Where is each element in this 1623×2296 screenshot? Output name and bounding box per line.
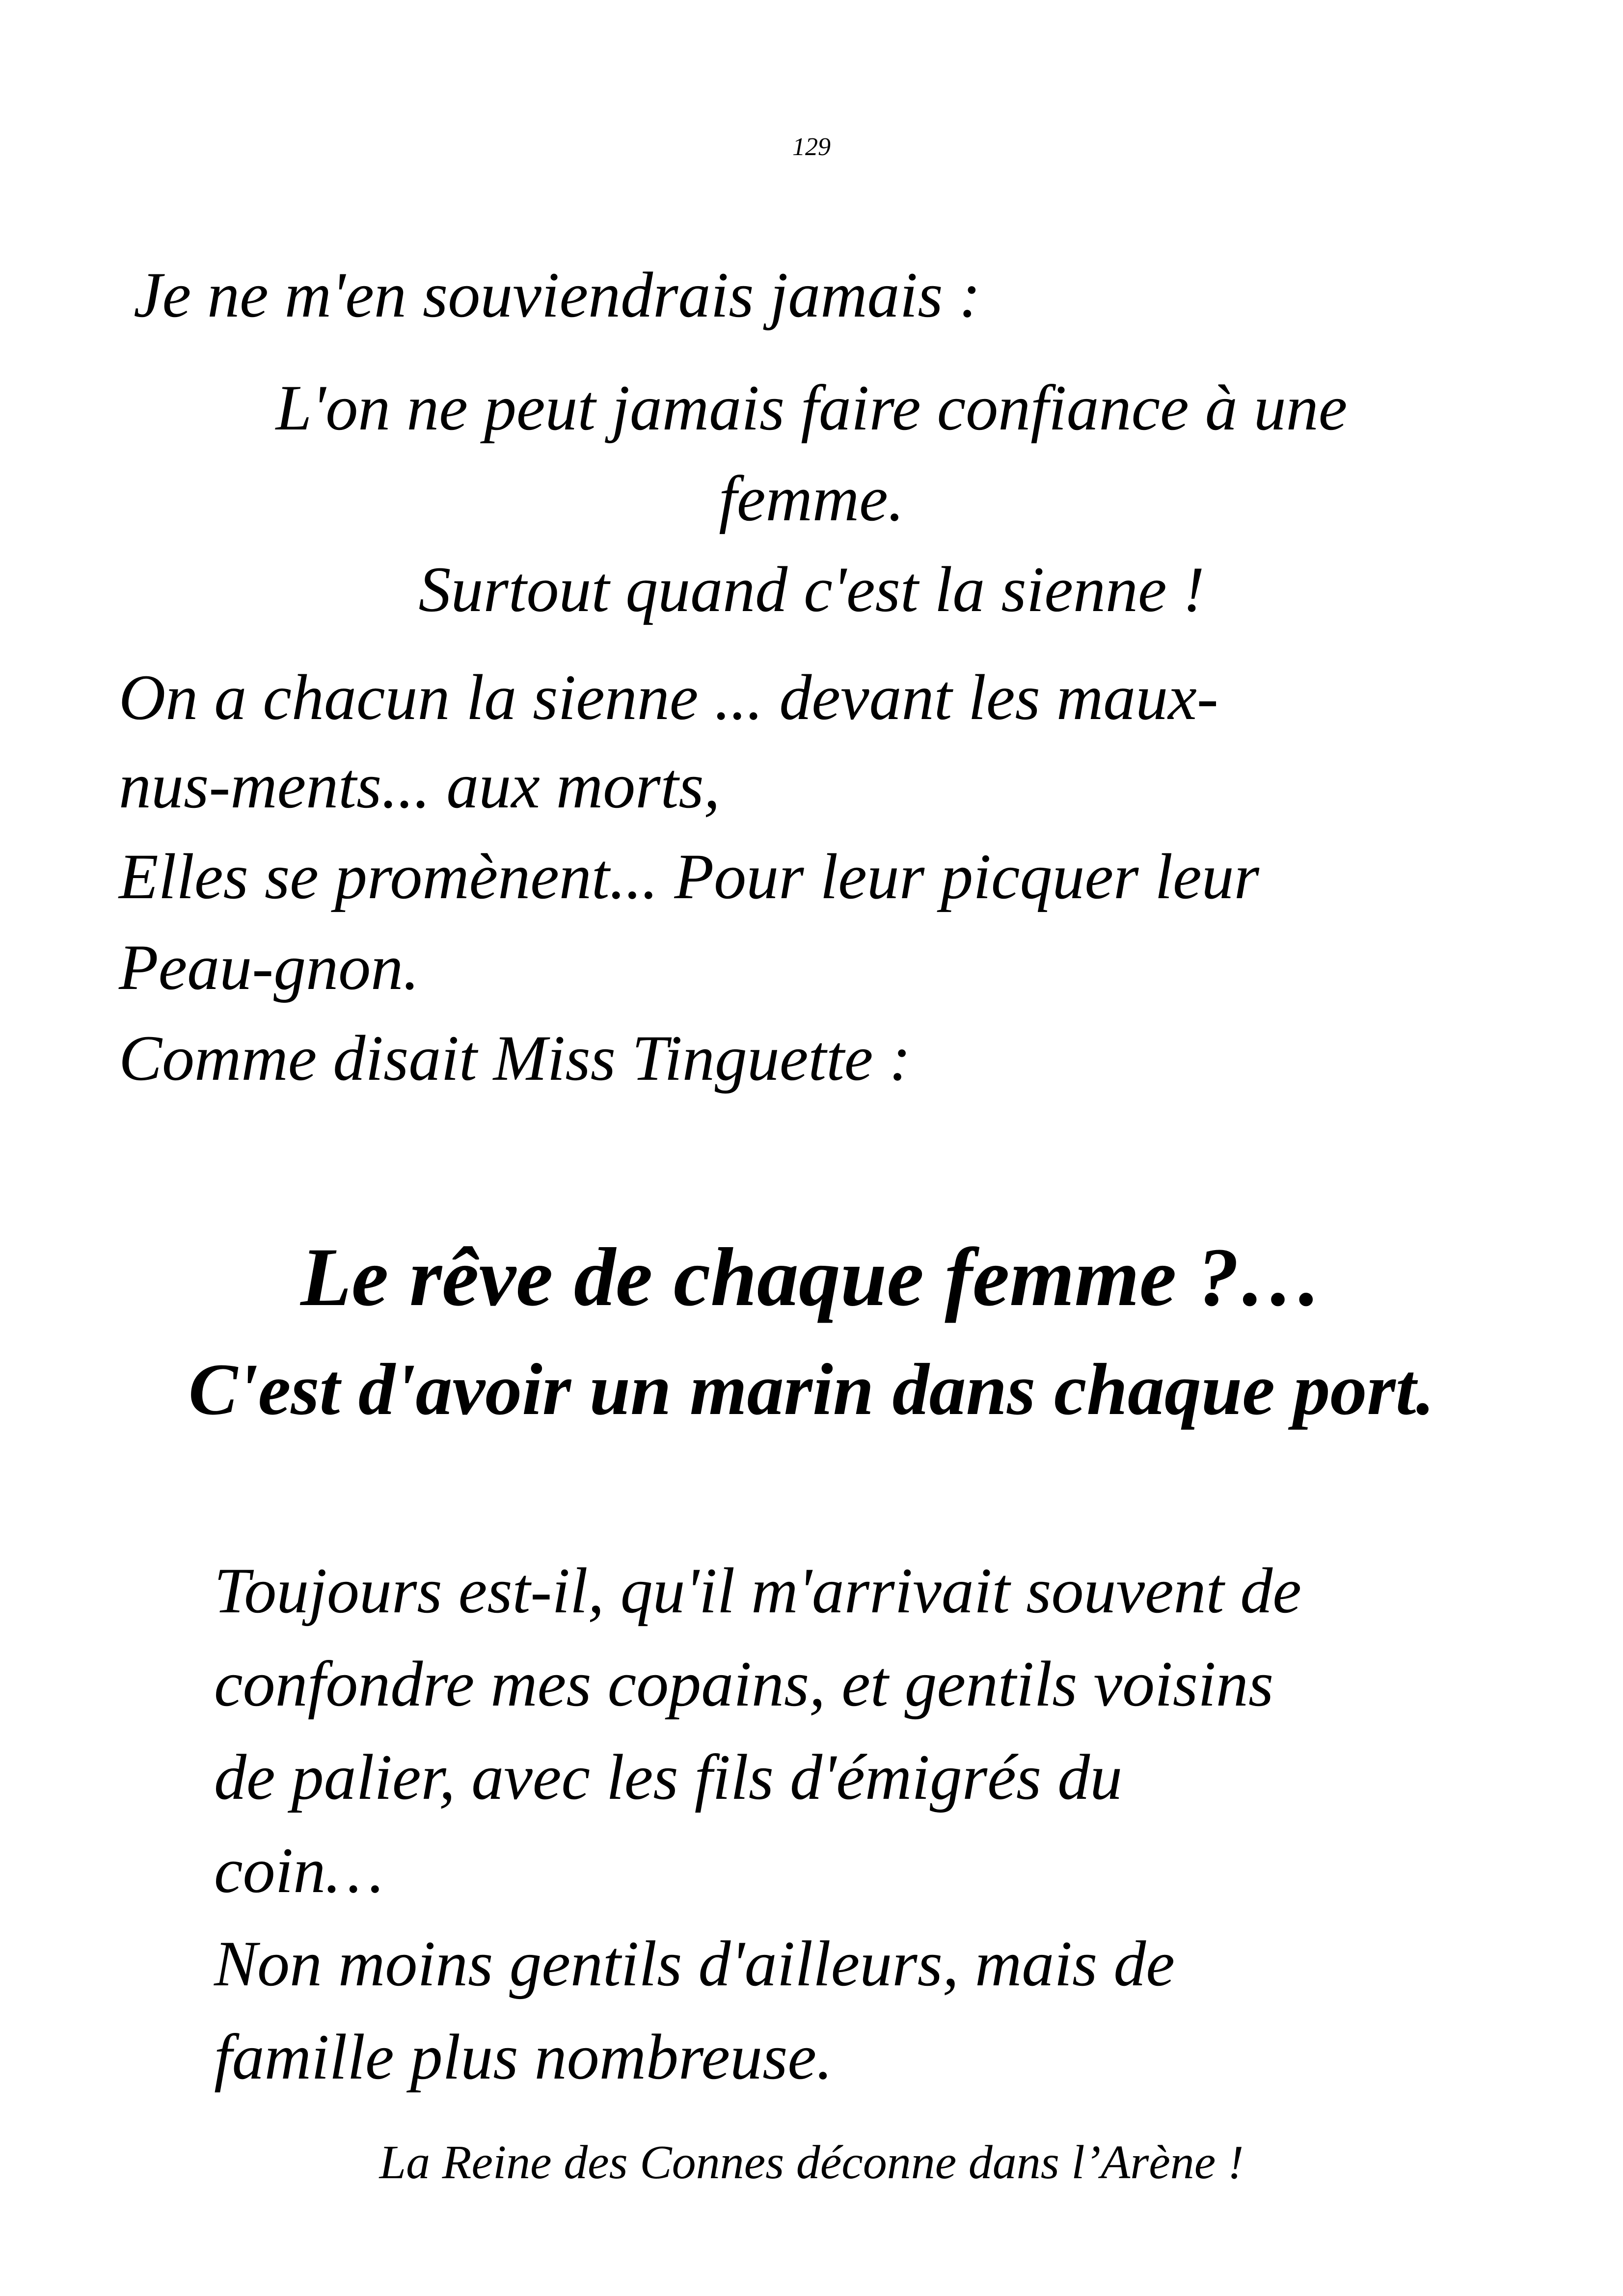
text-line: femme. (719, 462, 904, 534)
text-line: Elles se promènent... Pour leur picquer leur (119, 840, 1260, 912)
text-line: nus-ments... aux morts, (119, 749, 720, 822)
text-line: L'on ne peut jamais faire confiance à une (275, 372, 1348, 444)
quote-subheading: C'est d'avoir un marin dans chaque port. (189, 1349, 1434, 1430)
quote-heading: Le rêve de chaque femme ?… (300, 1231, 1323, 1323)
text-line: Non moins gentils d'ailleurs, mais de (214, 1927, 1175, 2000)
page-number: 129 (792, 133, 831, 161)
text-line: de palier, avec les fils d'émigrés du (214, 1741, 1123, 1813)
text-line: On a chacun la sienne ... devant les maux- (119, 661, 1218, 733)
text-line: Toujours est-il, qu'il m'arrivait souvent de (214, 1554, 1301, 1627)
page-footer: La Reine des Connes déconne dans l’Arène ! (379, 2136, 1244, 2189)
text-line: coin… (214, 1834, 383, 1906)
text-line: Je ne m'en souviendrais jamais : (134, 259, 981, 331)
text-line: Peau-gnon. (119, 931, 420, 1003)
text-line: confondre mes copains, et gentils voisins (214, 1648, 1274, 1720)
text-line: famille plus nombreuse. (214, 2021, 833, 2093)
text-line: Surtout quand c'est la sienne ! (418, 553, 1205, 625)
text-line: Comme disait Miss Tinguette : (119, 1022, 911, 1094)
